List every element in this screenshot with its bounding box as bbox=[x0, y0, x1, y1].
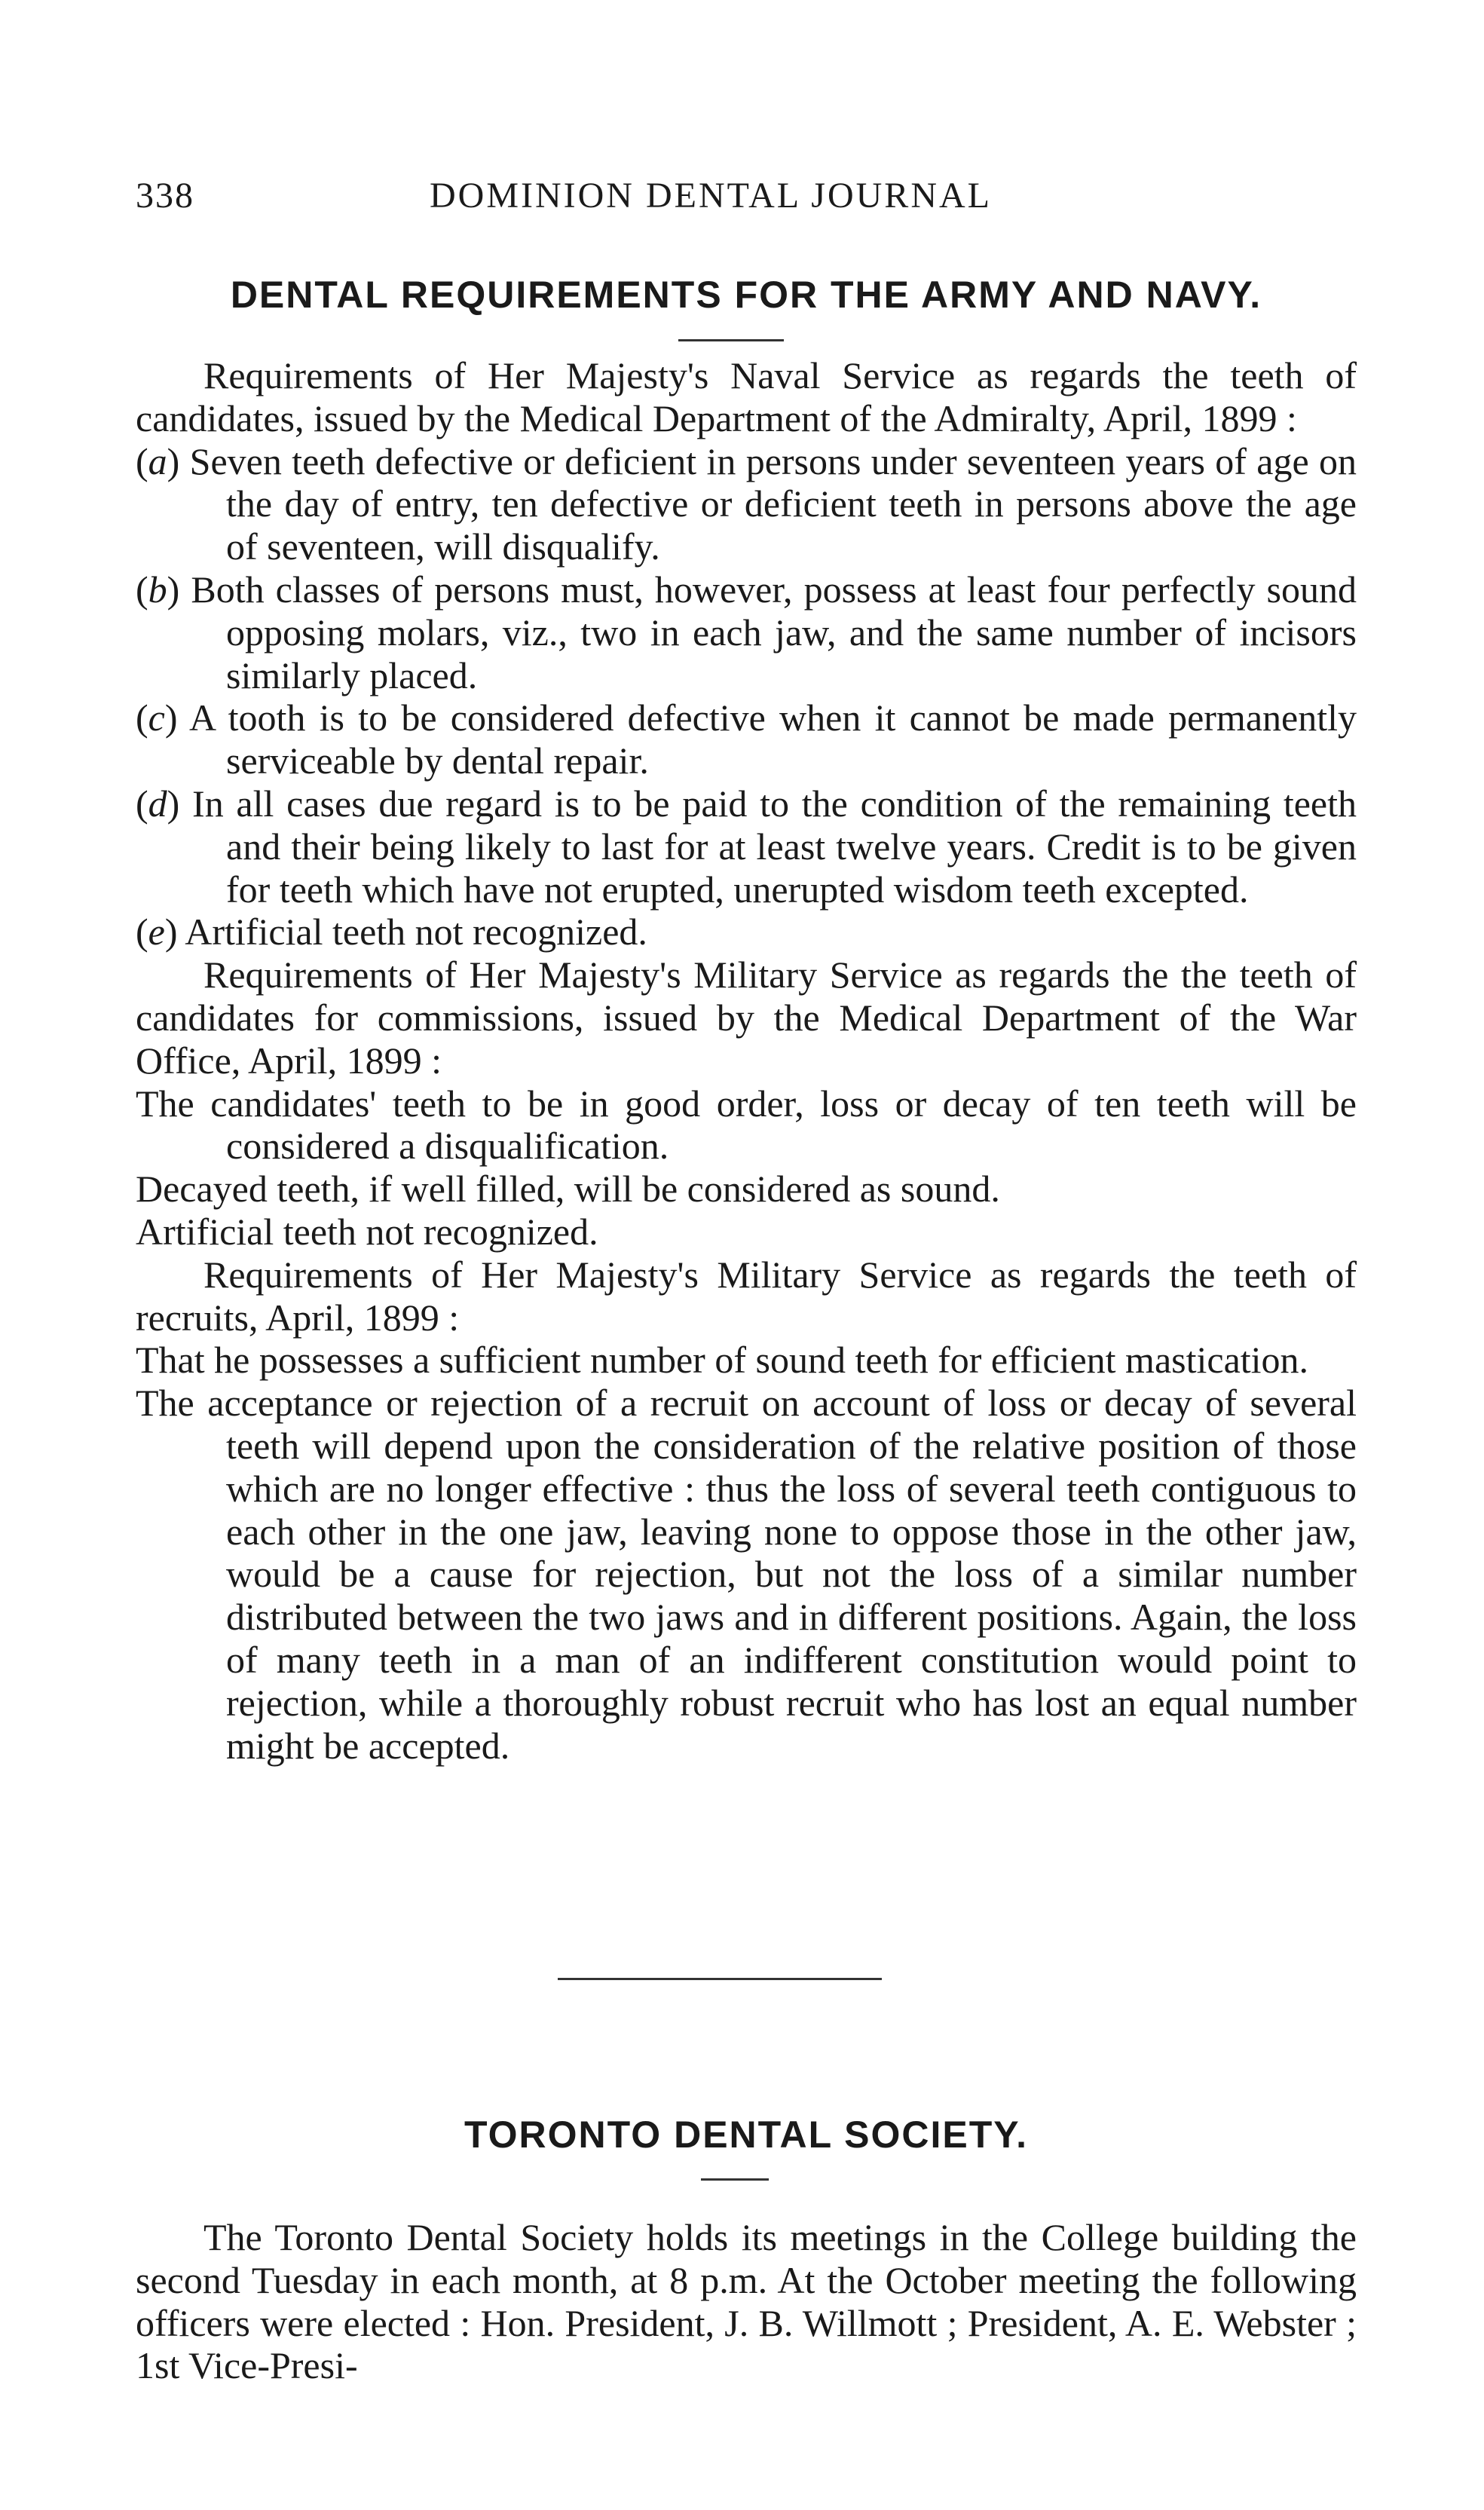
title-divider bbox=[678, 339, 784, 341]
naval-item-c bbox=[136, 696, 1357, 782]
recruit-item: The acceptance or rejection of a recruit on account of loss or decay of several teeth will depend upon the consideration of the relative position of those which are no longer effective : thus the loss of several teeth contiguous to each other in the one jaw, leaving none to oppose those in the other jaw, would be a cause for rejection, but not the loss of a similar number distributed between the two jaws and in different positions. Again, the loss of many teeth in a man of an indifferent constitution would point to rejection, while a thoroughly robust recruit who has lost an equal number might be accepted. bbox=[136, 1382, 1357, 1767]
item-text: In all cases due regard is to be paid to the condition of the remaining teeth and their being likely to last for at least twelve years. Credit is to be given for teeth which have not erupted, unerupted wisdom teeth excepted. bbox=[179, 782, 1357, 911]
army-navy-section bbox=[136, 354, 1357, 1767]
naval-intro: Requirements of Her Majesty's Naval Service as regards the teeth of candidates, issued by the Medical Department of the Admiralty, April, 1899 : bbox=[136, 354, 1357, 439]
naval-item-e bbox=[136, 911, 1357, 953]
military-item: The candidates' teeth to be in good order, loss or decay of ten teeth will be considered a disqualification. bbox=[136, 1082, 1357, 1168]
society-paragraph: The Toronto Dental Society holds its meetings in the College building the second Tuesday in each month, at 8 p.m. At the October meeting the following officers were elected : Hon. President, J. B. Willmott ; President, A. E. Webster ; 1st Vice-Presi- bbox=[136, 2216, 1357, 2387]
naval-item-d bbox=[136, 782, 1357, 911]
recruit-item: That he possesses a sufficient number of sound teeth for efficient mastication. bbox=[136, 1339, 1309, 1382]
naval-item-a bbox=[136, 440, 1357, 568]
item-label: (b) bbox=[136, 568, 180, 611]
item-text: Seven teeth defective or deficient in persons under seventeen years of age on the day of entry, ten defective or deficient teeth in persons above the age of seventeen, will disqualify. bbox=[179, 439, 1357, 568]
section-title-toronto-dental-society: TORONTO DENTAL SOCIETY. bbox=[464, 2114, 1028, 2156]
running-head bbox=[136, 175, 1357, 220]
section-title-army-navy: DENTAL REQUIREMENTS FOR THE ARMY AND NAVY. bbox=[230, 274, 1262, 316]
item-text: A tooth is to be considered defective when it cannot be made permanently serviceable by dental repair. bbox=[177, 696, 1357, 782]
section-divider bbox=[558, 1978, 882, 1980]
item-label: (c) bbox=[136, 696, 178, 739]
item-label: (e) bbox=[136, 911, 178, 953]
military-item: Artificial teeth not recognized. bbox=[136, 1210, 598, 1253]
journal-title: DOMINION DENTAL JOURNAL bbox=[430, 176, 992, 216]
naval-item-b bbox=[136, 568, 1357, 696]
recruit-intro: Requirements of Her Majesty's Military Service as regards the teeth of recruits, April, 1899 : bbox=[136, 1253, 1357, 1339]
toronto-section bbox=[136, 2216, 1357, 2387]
item-text: Both classes of persons must, however, possess at least four perfectly sound opposing molars, viz., two in each jaw, and the same number of incisors similarly placed. bbox=[179, 568, 1357, 696]
item-text: Artificial teeth not recognized. bbox=[177, 911, 647, 953]
title-divider bbox=[701, 2178, 769, 2181]
item-label: (a) bbox=[136, 439, 180, 482]
item-label: (d) bbox=[136, 782, 180, 825]
military-intro: Requirements of Her Majesty's Military Service as regards the the teeth of candidates for commissions, issued by the Medical Department of the War Office, April, 1899 : bbox=[136, 953, 1357, 1082]
military-item: Decayed teeth, if well filled, will be considered as sound. bbox=[136, 1168, 1000, 1211]
page-number: 338 bbox=[136, 176, 194, 216]
